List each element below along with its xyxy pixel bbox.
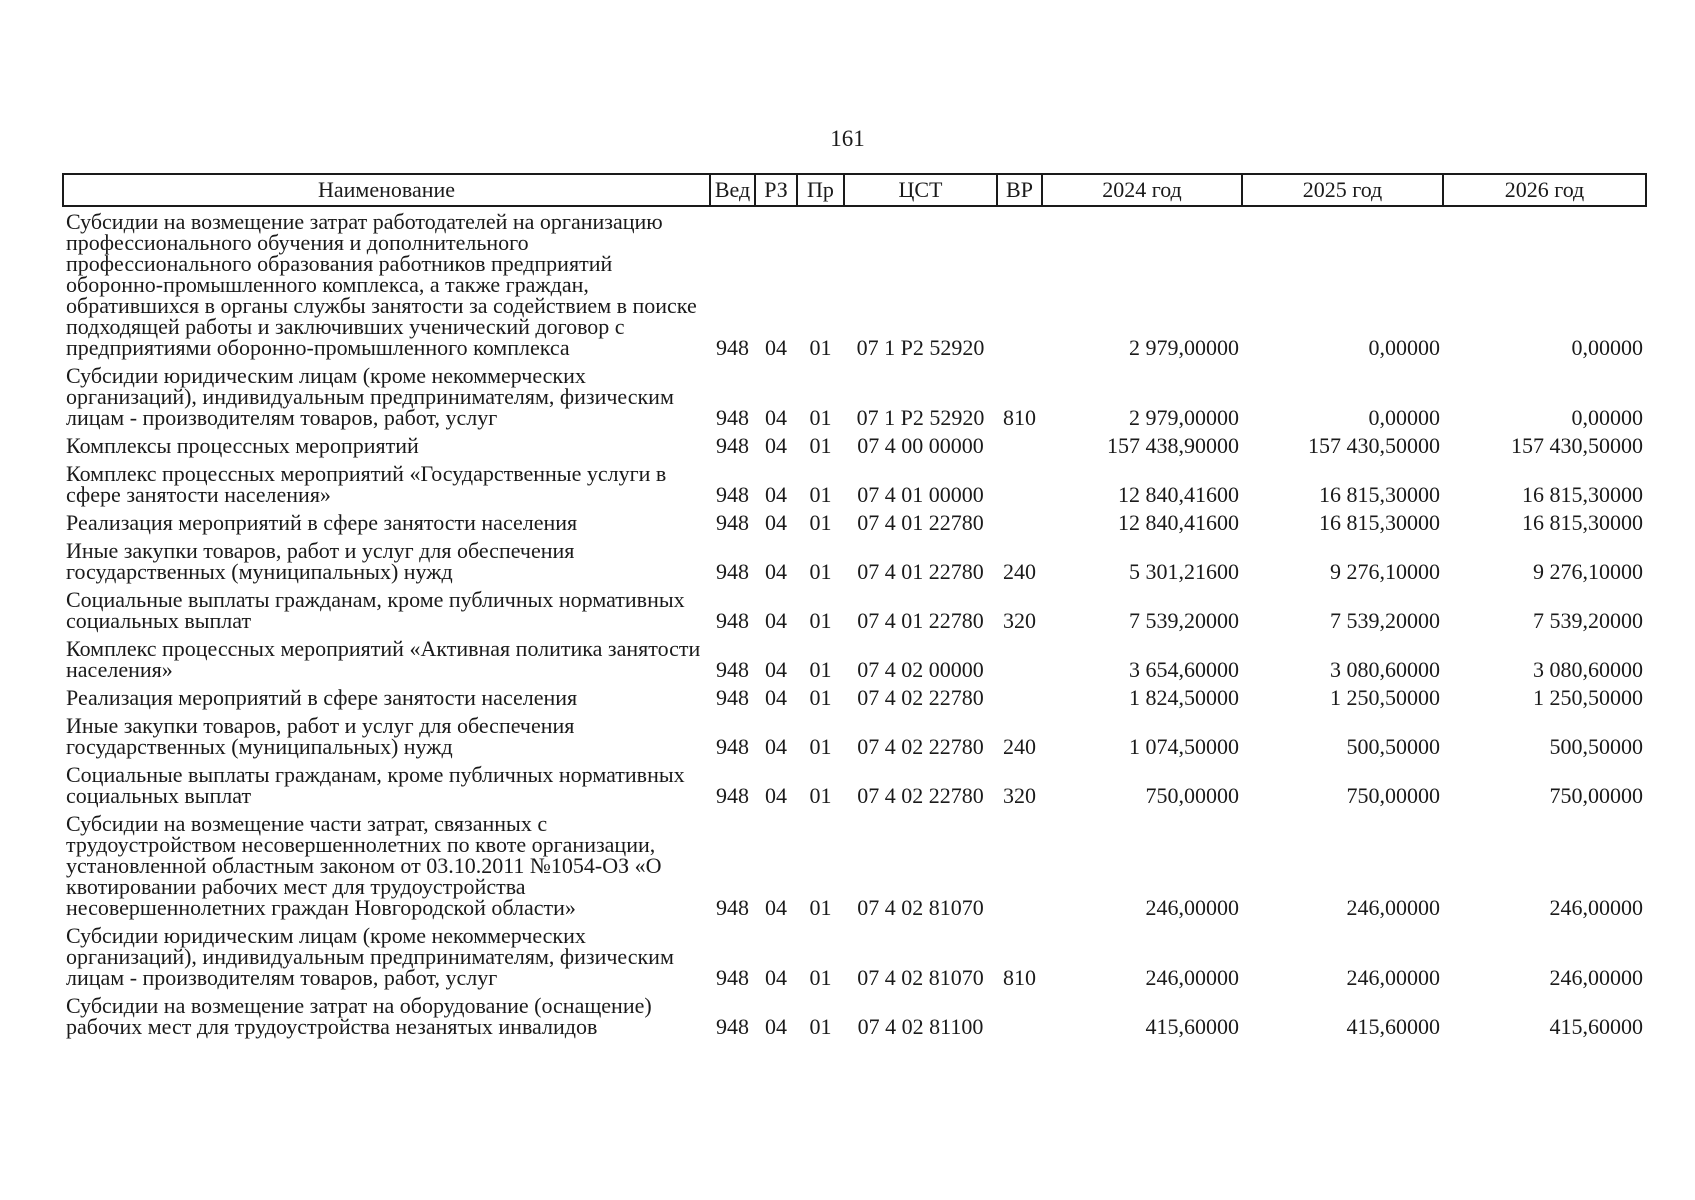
cell-rz: 04 (765, 433, 787, 458)
cell-vr (997, 508, 1042, 536)
cell-ved: 948 (716, 783, 749, 808)
cell-name: Субсидии на возмещение затрат на оборудование (оснащение) рабочих мест для трудоустройства незанятых инвалидов (66, 993, 652, 1039)
table-row (63, 760, 1646, 809)
cell-rz: 04 (765, 783, 787, 808)
cell-pr: 01 (809, 335, 832, 360)
cell-name: Субсидии на возмещение затрат работодателей на организацию профессионального обучения и дополнительного профессионального образования работников предприятий оборонно-промышленного комплекса, а также граждан, обратившихся в органы службы занятости за содействием в поиске подходящей работы и заключивших ученический договор с предприятиями оборонно-промышленного комплекса (66, 209, 697, 360)
cell-2025: 157 430,50000 (1308, 433, 1440, 458)
cell-name: Социальные выплаты гражданам, кроме публичных нормативных социальных выплат (66, 762, 685, 808)
cell-cst: 07 4 02 81070 (857, 965, 984, 990)
cell-2025: 3 080,60000 (1330, 657, 1440, 682)
cell-2025: 7 539,20000 (1330, 608, 1440, 633)
cell-name: Иные закупки товаров, работ и услуг для обеспечения государственных (муниципальных) нужд (66, 713, 575, 759)
cell-ved: 948 (716, 335, 749, 360)
cell-name: Реализация мероприятий в сфере занятости населения (66, 685, 578, 710)
cell-vr (997, 634, 1042, 683)
table-row (63, 683, 1646, 711)
cell-vr: 810 (1003, 965, 1036, 990)
cell-cst: 07 4 02 81100 (857, 1014, 984, 1039)
cell-2025: 9 276,10000 (1330, 559, 1440, 584)
cell-rz: 04 (765, 405, 787, 430)
cell-vr: 810 (1003, 405, 1036, 430)
cell-rz: 04 (765, 559, 787, 584)
cell-name: Субсидии юридическим лицам (кроме некоммерческих организаций), индивидуальным предпринимателям, физическим лицам - производителям товаров, работ, услуг (66, 923, 674, 990)
cell-2025: 16 815,30000 (1319, 510, 1440, 535)
cell-ved: 948 (716, 657, 749, 682)
cell-cst: 07 1 Р2 52920 (856, 405, 985, 430)
cell-2024: 246,00000 (1145, 965, 1239, 990)
cell-cst: 07 1 Р2 52920 (856, 335, 985, 360)
cell-vr (997, 809, 1042, 921)
cell-rz: 04 (765, 734, 787, 759)
cell-2024: 415,60000 (1145, 1014, 1239, 1039)
cell-2025: 415,60000 (1346, 1014, 1440, 1039)
cell-cst: 07 4 00 00000 (857, 433, 984, 458)
cell-2025: 750,00000 (1346, 783, 1440, 808)
budget-table (62, 173, 1647, 1040)
cell-vr: 240 (1003, 734, 1036, 759)
cell-cst: 07 4 01 00000 (857, 482, 984, 507)
cell-pr: 01 (809, 657, 832, 682)
cell-pr: 01 (809, 1014, 832, 1039)
table-row (63, 711, 1646, 760)
table-row (63, 991, 1646, 1040)
cell-2026: 0,00000 (1571, 335, 1643, 360)
cell-2024: 1 074,50000 (1129, 734, 1239, 759)
cell-pr: 01 (809, 783, 832, 808)
cell-ved: 948 (716, 734, 749, 759)
cell-2025: 246,00000 (1346, 965, 1440, 990)
cell-pr: 01 (809, 895, 832, 920)
table-row (63, 361, 1646, 431)
cell-vr (997, 431, 1042, 459)
cell-ved: 948 (716, 895, 749, 920)
cell-2026: 0,00000 (1571, 405, 1643, 430)
cell-rz: 04 (765, 482, 787, 507)
cell-pr: 01 (809, 734, 832, 759)
cell-ved: 948 (716, 433, 749, 458)
cell-ved: 948 (716, 965, 749, 990)
cell-2026: 500,50000 (1549, 734, 1643, 759)
cell-2024: 12 840,41600 (1118, 482, 1239, 507)
cell-2025: 16 815,30000 (1319, 482, 1440, 507)
table-row (63, 921, 1646, 991)
cell-2026: 750,00000 (1549, 783, 1643, 808)
cell-rz: 04 (765, 657, 787, 682)
header-rz: РЗ (755, 174, 797, 206)
cell-name: Субсидии юридическим лицам (кроме некоммерческих организаций), индивидуальным предпринимателям, физическим лицам - производителям товаров, работ, услуг (66, 363, 674, 430)
cell-2026: 415,60000 (1549, 1014, 1643, 1039)
table-row (63, 585, 1646, 634)
cell-2026: 3 080,60000 (1533, 657, 1643, 682)
cell-cst: 07 4 02 22780 (857, 685, 984, 710)
cell-2024: 12 840,41600 (1118, 510, 1239, 535)
cell-cst: 07 4 02 22780 (857, 734, 984, 759)
cell-pr: 01 (809, 433, 832, 458)
cell-2026: 157 430,50000 (1511, 433, 1643, 458)
table-row (63, 431, 1646, 459)
table-row (63, 459, 1646, 508)
cell-name: Комплекс процессных мероприятий «Государственные услуги в сфере занятости населения» (66, 461, 667, 507)
cell-cst: 07 4 02 22780 (857, 783, 984, 808)
cell-2024: 2 979,00000 (1129, 405, 1239, 430)
cell-ved: 948 (716, 1014, 749, 1039)
cell-name: Субсидии на возмещение части затрат, связанных с трудоустройством несовершеннолетних по квоте организации, установленной областным законом от 03.10.2011 №1054-ОЗ «О квотировании рабочих мест для трудоустройства несовершеннолетних граждан Новгородской области» (66, 811, 662, 920)
header-ved: Вед (710, 174, 755, 206)
header-vr: ВР (997, 174, 1042, 206)
cell-cst: 07 4 02 81070 (857, 895, 984, 920)
cell-pr: 01 (809, 608, 832, 633)
cell-2025: 0,00000 (1368, 335, 1440, 360)
cell-2024: 1 824,50000 (1129, 685, 1239, 710)
cell-2026: 1 250,50000 (1533, 685, 1643, 710)
cell-2024: 2 979,00000 (1129, 335, 1239, 360)
cell-vr: 320 (1003, 608, 1036, 633)
cell-2024: 246,00000 (1145, 895, 1239, 920)
cell-2024: 3 654,60000 (1129, 657, 1239, 682)
cell-2026: 246,00000 (1549, 965, 1643, 990)
table-row (63, 634, 1646, 683)
table-row (63, 206, 1646, 361)
cell-2026: 16 815,30000 (1522, 482, 1643, 507)
cell-vr: 320 (1003, 783, 1036, 808)
cell-name: Иные закупки товаров, работ и услуг для обеспечения государственных (муниципальных) нужд (66, 538, 575, 584)
cell-vr (997, 683, 1042, 711)
cell-2025: 500,50000 (1346, 734, 1440, 759)
cell-rz: 04 (765, 335, 787, 360)
cell-2024: 7 539,20000 (1129, 608, 1239, 633)
table-row (63, 508, 1646, 536)
cell-pr: 01 (809, 405, 832, 430)
page-number: 161 (830, 126, 865, 151)
cell-ved: 948 (716, 405, 749, 430)
cell-ved: 948 (716, 559, 749, 584)
cell-2026: 16 815,30000 (1522, 510, 1643, 535)
header-2025: 2025 год (1242, 174, 1443, 206)
table-body (63, 206, 1646, 1040)
cell-vr (997, 991, 1042, 1040)
cell-2026: 9 276,10000 (1533, 559, 1643, 584)
cell-ved: 948 (716, 510, 749, 535)
header-cst: ЦСТ (844, 174, 997, 206)
cell-pr: 01 (809, 559, 832, 584)
cell-name: Комплексы процессных мероприятий (66, 433, 419, 458)
cell-cst: 07 4 01 22780 (857, 608, 984, 633)
header-pr: Пр (797, 174, 844, 206)
header-2024: 2024 год (1042, 174, 1242, 206)
cell-name: Социальные выплаты гражданам, кроме публичных нормативных социальных выплат (66, 587, 685, 633)
cell-ved: 948 (716, 608, 749, 633)
cell-rz: 04 (765, 685, 787, 710)
cell-2024: 750,00000 (1145, 783, 1239, 808)
cell-pr: 01 (809, 482, 832, 507)
table-row (63, 536, 1646, 585)
cell-ved: 948 (716, 685, 749, 710)
cell-cst: 07 4 01 22780 (857, 559, 984, 584)
cell-cst: 07 4 01 22780 (857, 510, 984, 535)
cell-rz: 04 (765, 965, 787, 990)
cell-vr: 240 (1003, 559, 1036, 584)
cell-rz: 04 (765, 608, 787, 633)
cell-pr: 01 (809, 685, 832, 710)
header-name: Наименование (63, 174, 710, 206)
cell-vr (997, 459, 1042, 508)
cell-pr: 01 (809, 510, 832, 535)
cell-rz: 04 (765, 1014, 787, 1039)
cell-2026: 246,00000 (1549, 895, 1643, 920)
cell-ved: 948 (716, 482, 749, 507)
cell-2025: 1 250,50000 (1330, 685, 1440, 710)
cell-pr: 01 (809, 965, 832, 990)
cell-vr (997, 206, 1042, 361)
cell-rz: 04 (765, 510, 787, 535)
cell-name: Комплекс процессных мероприятий «Активная политика занятости населения» (66, 636, 701, 682)
table-row (63, 809, 1646, 921)
cell-name: Реализация мероприятий в сфере занятости населения (66, 510, 578, 535)
table-header (63, 174, 1646, 206)
cell-2024: 5 301,21600 (1129, 559, 1239, 584)
header-2026: 2026 год (1443, 174, 1646, 206)
cell-2025: 0,00000 (1368, 405, 1440, 430)
cell-2026: 7 539,20000 (1533, 608, 1643, 633)
cell-2025: 246,00000 (1346, 895, 1440, 920)
cell-rz: 04 (765, 895, 787, 920)
cell-2024: 157 438,90000 (1107, 433, 1239, 458)
cell-cst: 07 4 02 00000 (857, 657, 984, 682)
